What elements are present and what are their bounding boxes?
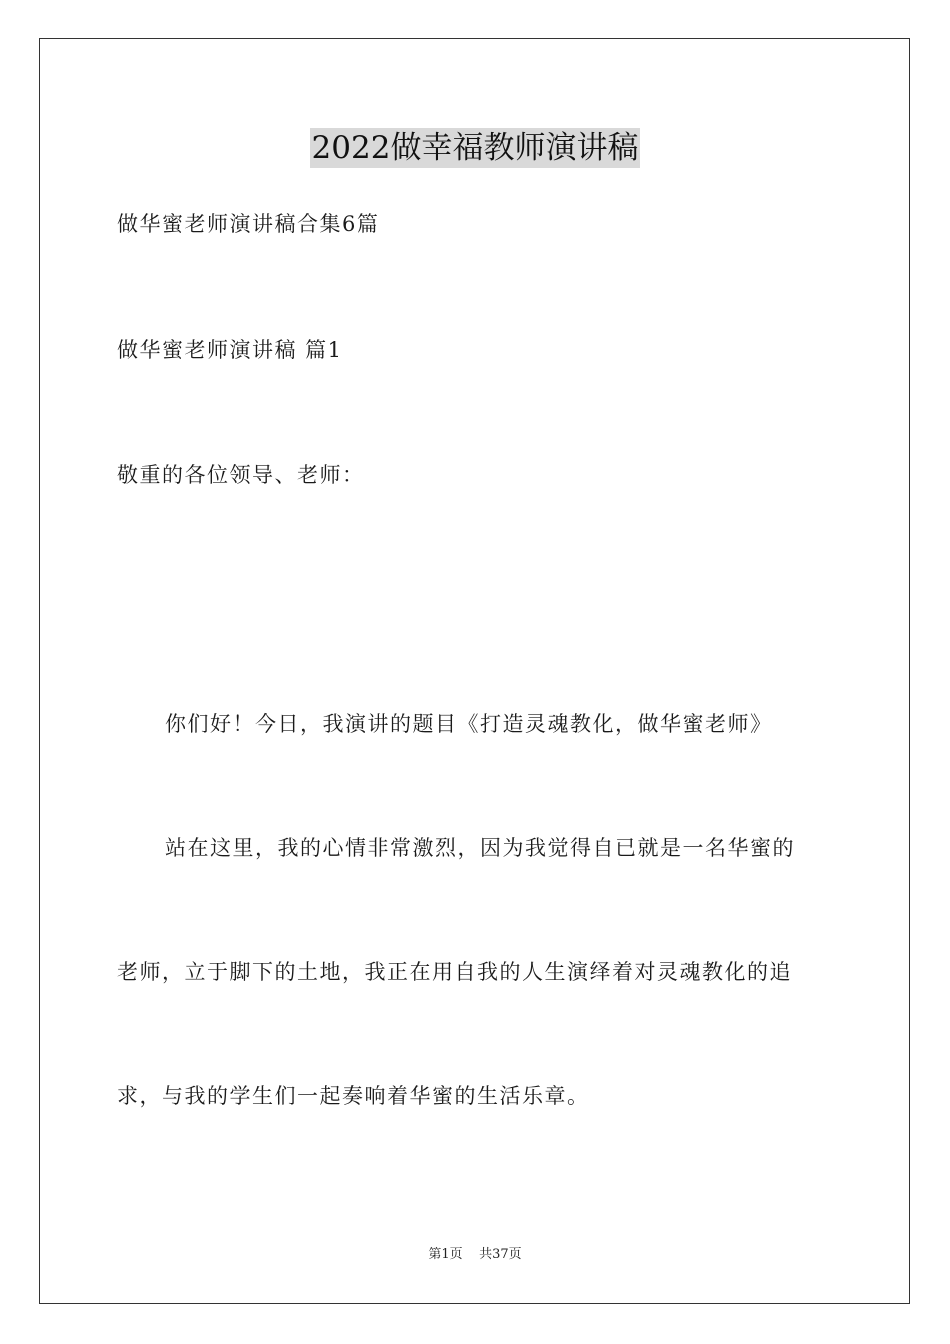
page-footer <box>0 1246 950 1264</box>
section-heading: 做华蜜老师演讲稿 篇1 <box>117 338 343 362</box>
paragraph-line: 老师，立于脚下的土地，我正在用自我的人生演绎着对灵魂教化的追 <box>117 960 792 984</box>
title-container <box>0 128 950 168</box>
salutation: 敬重的各位领导、老师： <box>117 463 365 487</box>
paragraph-line: 求，与我的学生们一起奏响着华蜜的生活乐章。 <box>117 1084 590 1108</box>
document-subtitle: 做华蜜老师演讲稿合集6篇 <box>117 212 380 236</box>
paragraph-line: 你们好！今日，我演讲的题目《打造灵魂教化，做华蜜老师》 <box>165 712 773 736</box>
paragraph-line: 站在这里，我的心情非常激烈，因为我觉得自已就是一名华蜜的 <box>165 836 795 860</box>
document-title: 2022做幸福教师演讲稿 <box>311 130 639 166</box>
page-number: 第1页 <box>428 1247 463 1262</box>
page-total: 共37页 <box>479 1247 522 1262</box>
